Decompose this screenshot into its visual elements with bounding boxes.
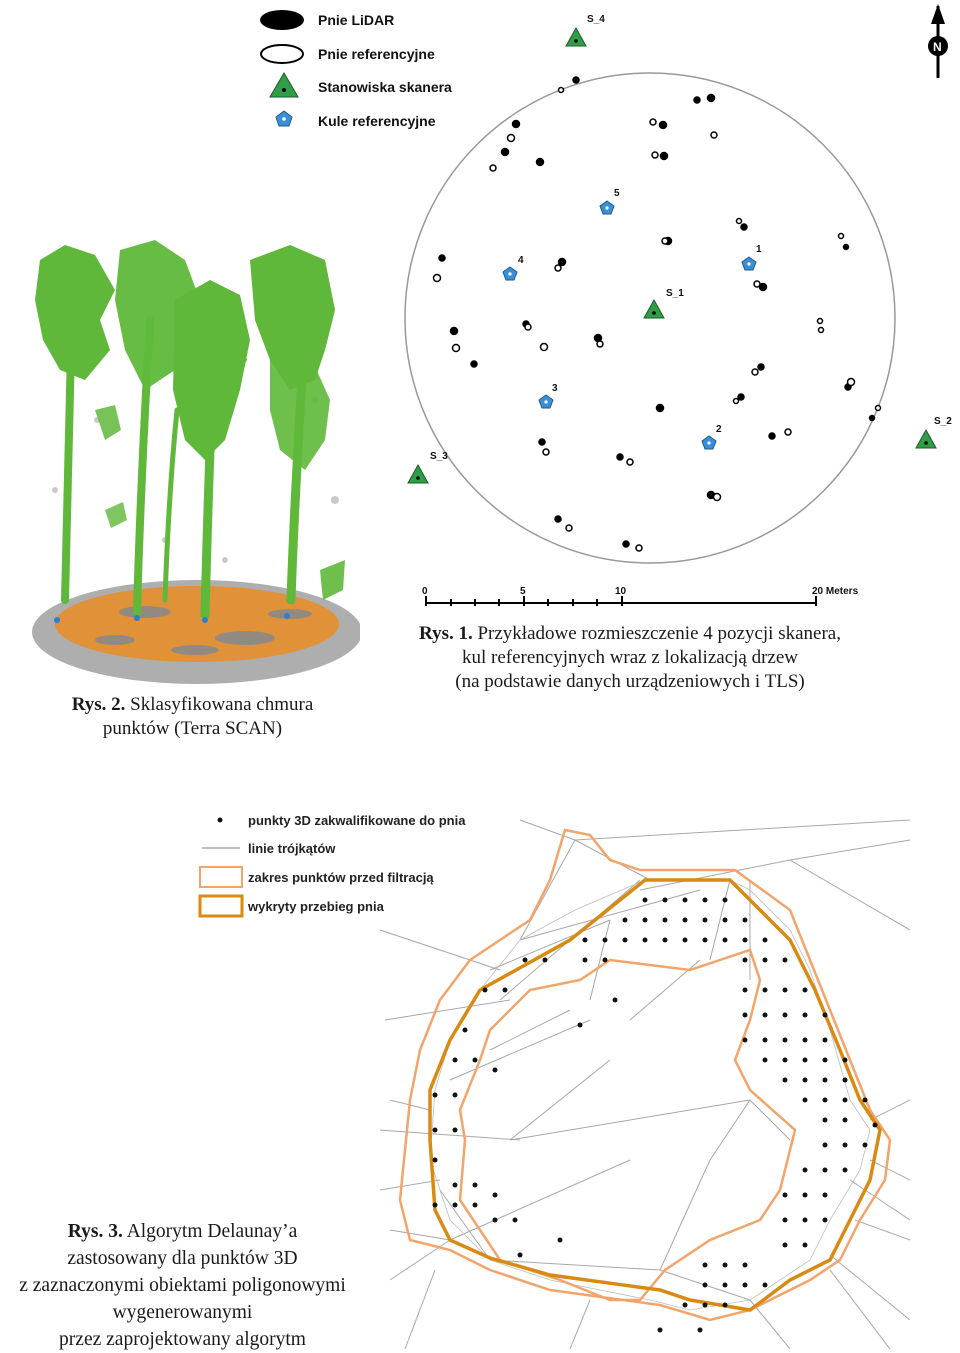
range-inner-boundary — [460, 950, 795, 1300]
scale-bar — [422, 586, 859, 606]
figure3-caption-line1: Algorytm Delaunay’a — [126, 1221, 298, 1242]
reference-spheres — [503, 201, 756, 449]
legend-trunk-symbol — [200, 896, 242, 916]
scanner-stations — [408, 14, 952, 483]
legend-sphere-label: Kule referencyjne — [318, 113, 436, 129]
figure3-caption-line3: z zaznaczonymi obiektami poligonowymi — [19, 1275, 346, 1296]
north-arrow — [928, 4, 948, 78]
legend-lidar-symbol — [260, 10, 304, 30]
delaunay-legend — [200, 813, 466, 916]
legend-range-label: zakres punktów przed filtracją — [248, 870, 434, 885]
legend-points-label: punkty 3D zakwalifikowane do pnia — [248, 813, 466, 828]
legend-points-symbol — [218, 818, 223, 823]
north-label: N — [933, 40, 942, 54]
figure3-caption — [0, 1218, 365, 1353]
legend-lidar-label: Pnie LiDAR — [318, 12, 395, 28]
legend-reference-label: Pnie referencyjne — [318, 46, 435, 62]
scale-tick-0: 0 — [422, 586, 428, 597]
map-legend — [260, 10, 452, 129]
station-label-s3: S_3 — [430, 451, 448, 462]
figure2-caption-label: Rys. 2. — [71, 694, 126, 715]
station-label-s2: S_2 — [934, 416, 952, 427]
figure1-caption-line2: kul referencyjnych wraz z lokalizacją drzew — [462, 647, 798, 668]
sphere-label-2: 2 — [716, 424, 722, 435]
station-label-s4: S_4 — [587, 14, 605, 25]
legend-station-symbol — [270, 73, 298, 97]
legend-reference-symbol — [261, 45, 303, 63]
figure3-caption-line4: wygenerowanymi — [112, 1302, 253, 1323]
station-label-s1: S_1 — [666, 288, 684, 299]
figure1-caption-line3: (na podstawie danych urządzeniowych i TLS) — [455, 671, 805, 692]
sphere-label-4: 4 — [518, 255, 524, 266]
tree-map-figure — [250, 0, 960, 615]
legend-trunk-label: wykryty przebieg pnia — [248, 899, 384, 914]
figure3-caption-line5: przez zaprojektowany algorytm — [59, 1329, 306, 1350]
scale-tick-10: 10 — [615, 586, 627, 597]
figure1-caption-label: Rys. 1. — [419, 623, 473, 644]
scale-tick-20: 20 Meters — [812, 586, 859, 597]
sphere-label-1: 1 — [756, 244, 762, 255]
figure3-caption-line2: zastosowany dla punktów 3D — [67, 1248, 298, 1269]
sphere-label-3: 3 — [552, 383, 558, 394]
legend-station-label: Stanowiska skanera — [318, 79, 452, 95]
figure1-caption-line1: Przykładowe rozmieszczenie 4 pozycji skanera, — [477, 623, 841, 644]
scale-tick-5: 5 — [520, 586, 526, 597]
figure2-caption-line1: Sklasyfikowana chmura — [130, 694, 314, 715]
figure3-caption-label: Rys. 3. — [67, 1221, 123, 1242]
legend-lines-label: linie trójkątów — [248, 841, 336, 856]
legend-range-symbol — [200, 867, 242, 887]
figure2-caption-line2: punktów (Terra SCAN) — [102, 718, 283, 739]
figure2-caption — [40, 693, 345, 741]
figure1-caption — [395, 622, 865, 694]
detected-trunk-outline — [430, 880, 880, 1310]
sphere-label-5: 5 — [614, 188, 620, 199]
